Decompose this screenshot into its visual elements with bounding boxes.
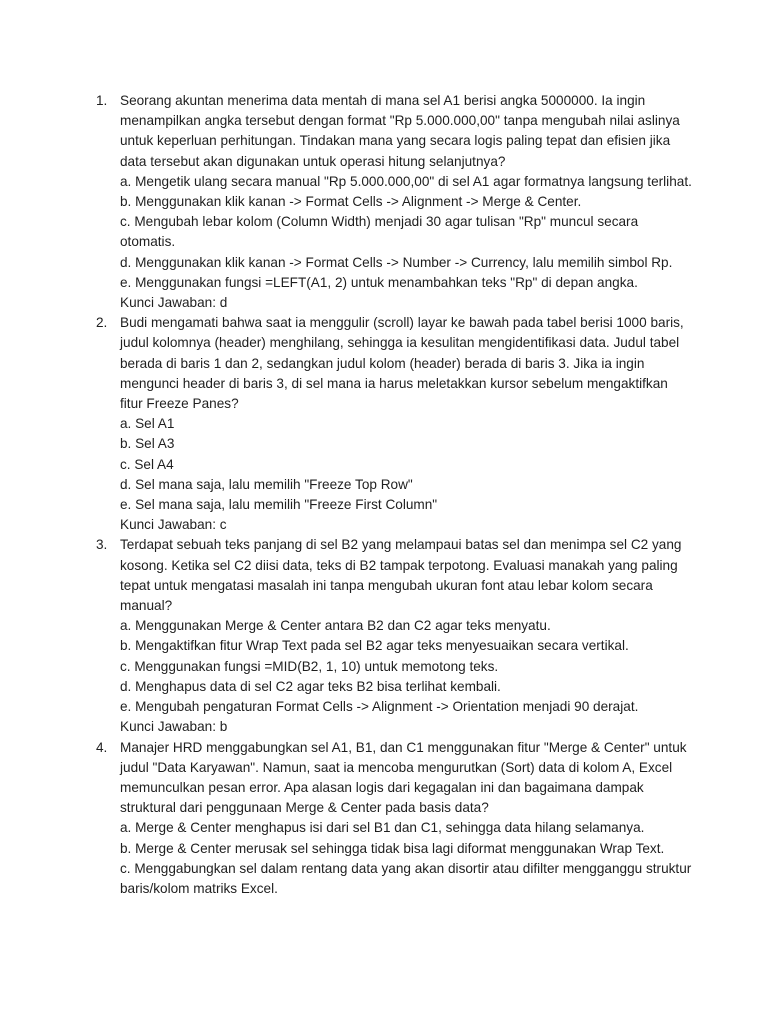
option-e: e. Sel mana saja, lalu memilih "Freeze First Column" — [120, 497, 438, 513]
option-b: b. Merge & Center merusak sel sehingga tidak bisa lagi diformat menggunakan Wrap Text. — [120, 840, 665, 856]
question-number: 3. — [96, 537, 108, 553]
option-d: d. Menggunakan klik kanan -> Format Cells -> Number -> Currency, lalu memilih simbol Rp. — [120, 254, 673, 270]
option-d: d. Sel mana saja, lalu memilih "Freeze Top Row" — [120, 476, 413, 492]
question-text: Seorang akuntan menerima data mentah di mana sel A1 berisi angka 5000000. Ia ingin menampilkan angka tersebut dengan format "Rp 5.000.000,00" tanpa mengubah nilai aslinya untuk keperluan perhitungan. Tindakan mana yang secara logis paling tepat dan efisien jika data tersebut akan digunakan untuk operasi hitung selanjutnya? — [120, 93, 680, 169]
question-number: 4. — [96, 739, 108, 755]
option-b: b. Sel A3 — [120, 436, 175, 452]
option-a: a. Merge & Center menghapus isi dari sel B1 dan C1, sehingga data hilang selamanya. — [120, 820, 645, 836]
question-text: Budi mengamati bahwa saat ia menggulir (scroll) layar ke bawah pada tabel berisi 1000 baris, judul kolomnya (header) menghilang, sehingga ia kesulitan mengidentifikasi data. Judul tabel berada di baris 1 dan 2, sedangkan judul kolom (header) berada di baris 3. Jika ia ingin mengunci header di baris 3, di sel mana ia harus meletakkan kursor sebelum mengaktifkan fitur Freeze Panes? — [120, 315, 684, 412]
question-number: 1. — [96, 93, 108, 108]
answer-key: Kunci Jawaban: b — [120, 719, 228, 735]
option-a: a. Sel A1 — [120, 416, 175, 432]
question-item — [96, 91, 692, 313]
question-item — [96, 313, 692, 535]
option-d: d. Menghapus data di sel C2 agar teks B2 bisa terlihat kembali. — [120, 678, 501, 694]
option-b: b. Mengaktifkan fitur Wrap Text pada sel B2 agar teks menyesuaikan secara vertikal. — [120, 638, 629, 654]
option-e: e. Menggunakan fungsi =LEFT(A1, 2) untuk menambahkan teks "Rp" di depan angka. — [120, 274, 638, 290]
option-c: c. Sel A4 — [120, 456, 174, 472]
question-text: Terdapat sebuah teks panjang di sel B2 yang melampaui batas sel dan menimpa sel C2 yang kosong. Ketika sel C2 diisi data, teks di B2 tampak terpotong. Evaluasi manakah yang paling tepat untuk mengatasi masalah ini tanpa mengubah ukuran font atau lebar kolom secara manual? — [120, 537, 682, 614]
option-c: c. Menggabungkan sel dalam rentang data yang akan disortir atau difilter mengganggu struktur baris/kolom matriks Excel. — [120, 860, 692, 896]
option-c: c. Menggunakan fungsi =MID(B2, 1, 10) untuk memotong teks. — [120, 658, 499, 674]
question-item — [96, 738, 692, 900]
question-list — [96, 91, 692, 899]
option-a: a. Menggunakan Merge & Center antara B2 dan C2 agar teks menyatu. — [120, 618, 551, 634]
option-c: c. Mengubah lebar kolom (Column Width) menjadi 30 agar tulisan "Rp" muncul secara otomatis. — [120, 214, 639, 250]
question-text: Manajer HRD menggabungkan sel A1, B1, dan C1 menggunakan fitur "Merge & Center" untuk judul "Data Karyawan". Namun, saat ia mencoba mengurutkan (Sort) data di kolom A, Excel memunculkan pesan error. Apa alasan logis dari kegagalan ini dan bagaimana dampak struktural dari penggunaan Merge & Center pada basis data? — [120, 739, 687, 816]
answer-key: Kunci Jawaban: d — [120, 295, 228, 311]
question-number: 2. — [96, 315, 108, 331]
option-e: e. Mengubah pengaturan Format Cells -> Alignment -> Orientation menjadi 90 derajat. — [120, 699, 639, 715]
option-a: a. Mengetik ulang secara manual "Rp 5.000.000,00" di sel A1 agar formatnya langsung terlihat. — [120, 173, 692, 189]
option-b: b. Menggunakan klik kanan -> Format Cells -> Alignment -> Merge & Center. — [120, 194, 582, 210]
answer-key: Kunci Jawaban: c — [120, 517, 227, 533]
question-item — [96, 535, 692, 737]
